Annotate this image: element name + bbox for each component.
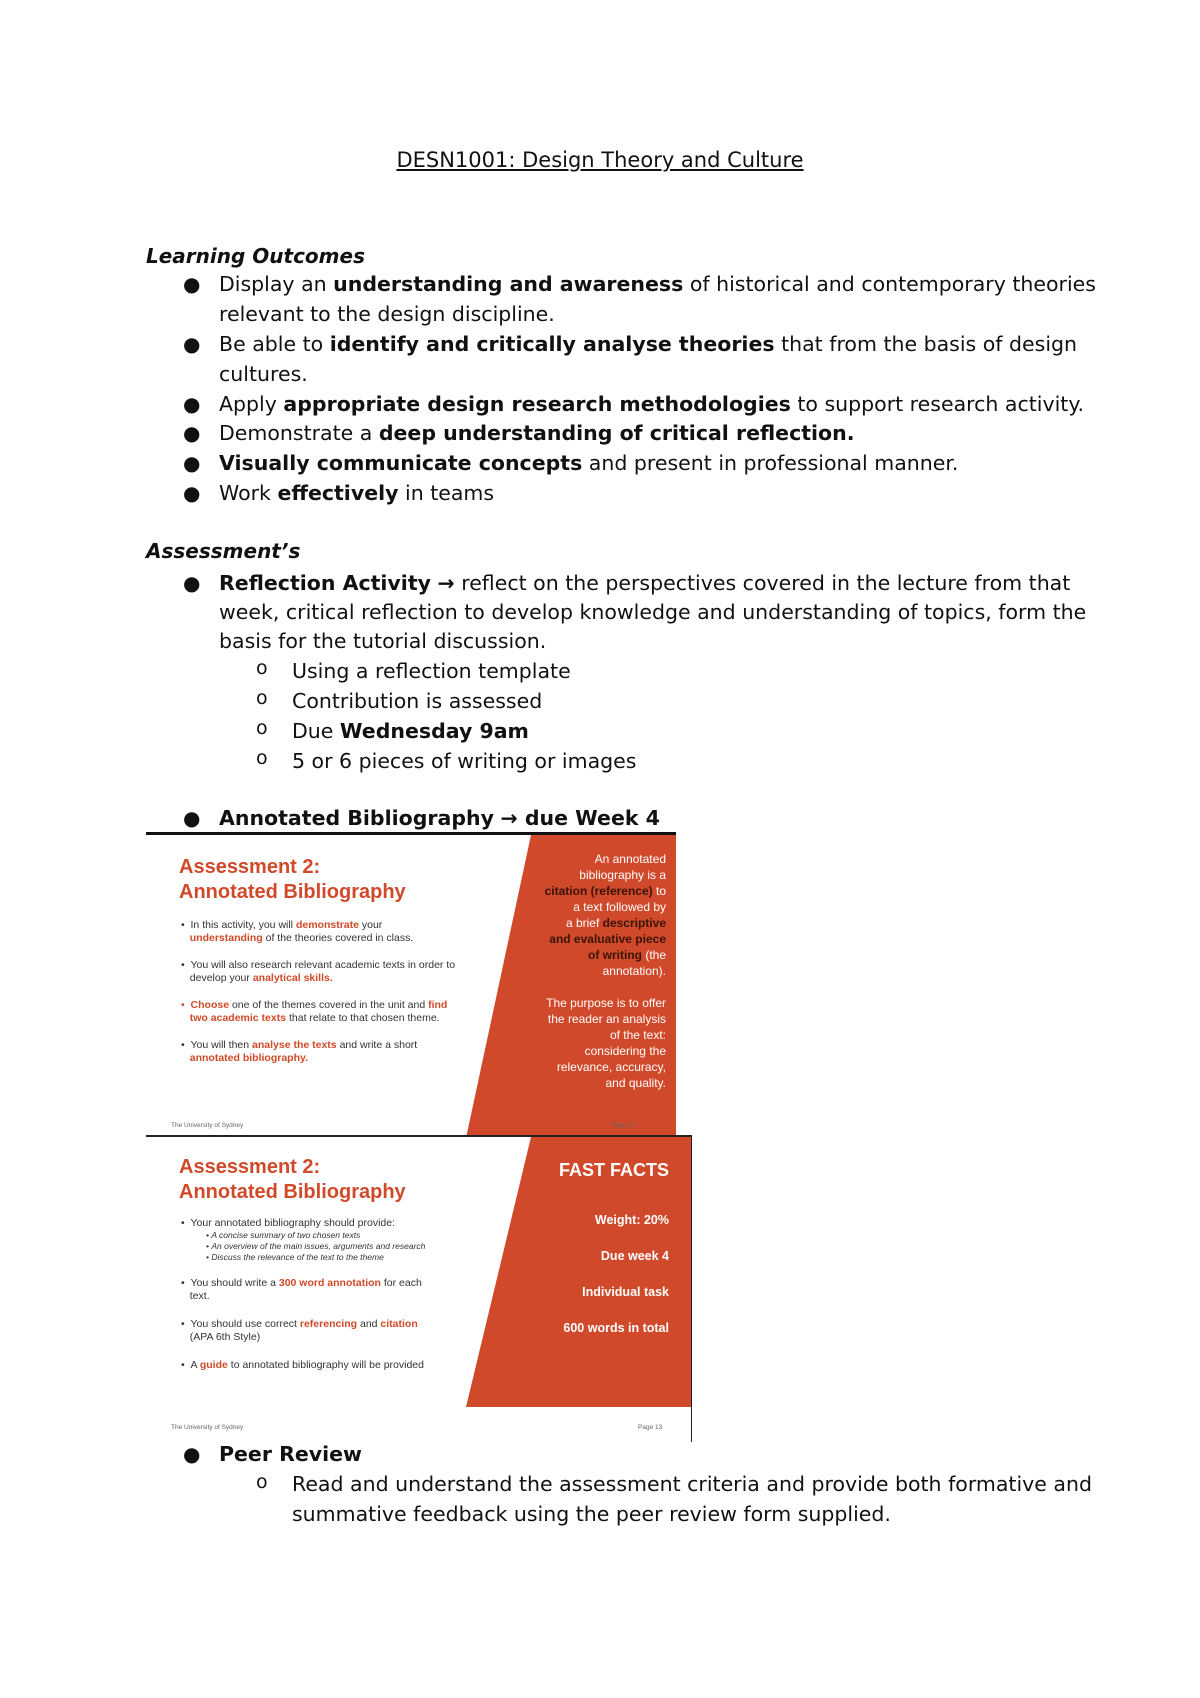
reflection-sub-4: 5 or 6 pieces of writing or images [292,749,637,773]
document-title: DESN1001: Design Theory and Culture [396,148,804,172]
reflection-activity-line2: week, critical reflection to develop knowledge and understanding of topics, form the [219,600,1087,624]
slide-footer-left: The University of Sydney [171,1424,244,1431]
bullet-icon: ● [183,1442,201,1466]
bullet-icon: ● [183,421,201,445]
slide-footer-right: Page 12 [611,1122,636,1129]
reflection-activity-line3: basis for the tutorial discussion. [219,629,547,653]
reflection-activity-line1: Reflection Activity → reflect on the perspectives covered in the lecture from that [219,571,1071,595]
outcome-4: Demonstrate a deep understanding of critical reflection. [219,421,855,445]
circle-bullet-icon: o [256,1471,268,1493]
reflection-sub-2: Contribution is assessed [292,689,543,713]
slide-title-line1: Assessment 2: [179,856,321,878]
arrow-right-icon: → [437,571,455,595]
arrow-right-icon: → [500,806,518,830]
circle-bullet-icon: o [256,717,268,739]
bullet-icon: ● [183,571,201,595]
slide-item-3: • Choose one of the themes covered in the unit and find two academic texts that relate to that chosen theme. [181,999,448,1024]
learning-outcomes-heading: Learning Outcomes [146,244,365,268]
slide-item-2: • You will also research relevant academic texts in order to develop your analytical skills. [181,959,456,984]
slide-item-2: • You should write a 300 word annotation for each text. [181,1277,422,1302]
outcome-5: Visually communicate concepts and present in professional manner. [219,451,959,475]
slide-item-1: • Your annotated bibliography should provide: [181,1217,396,1229]
slide-item-4: • A guide to annotated bibliography will be provided [181,1359,424,1371]
circle-bullet-icon: o [256,657,268,679]
bullet-icon: ● [183,272,201,296]
slide-footer-left: The University of Sydney [171,1122,244,1129]
circle-bullet-icon: o [256,687,268,709]
fast-fact-2: Due week 4 [600,1249,669,1263]
slide-item-3: • You should use correct referencing and citation (APA 6th Style) [181,1318,418,1343]
bullet-icon: ● [183,481,201,505]
assessments-heading: Assessment’s [146,539,301,563]
circle-bullet-icon: o [256,747,268,769]
fast-fact-1: Weight: 20% [594,1213,669,1227]
slide-footer-right: Page 13 [638,1424,663,1431]
outcome-2: Be able to identify and critically analyse theories that from the basis of design [219,332,1078,356]
fast-fact-3: Individual task [582,1285,669,1299]
slide-panel-text: An annotated bibliography is a citation (reference) to a text followed by a brief descriptive and evaluative piece of writing (the annotation). The purpose is to offer the reader an analysis of the text: considering the relevance, accuracy, and quality. [544,852,666,1090]
slide-annotated-bibliography-2 [146,1135,692,1442]
peer-review-item: Peer Review [219,1442,362,1466]
peer-review-sub-line1: Read and understand the assessment criteria and provide both formative and [292,1472,1092,1496]
outcome-1: Display an understanding and awareness of historical and contemporary theories [219,272,1096,296]
slide-title-line1: Assessment 2: [179,1156,321,1178]
slide-subitems: • A concise summary of two chosen texts • An overview of the main issues, arguments and research • Discuss the relevance of the text to the theme [206,1230,426,1262]
annotated-bibliography-item: Annotated Bibliography → due Week 4 [219,806,660,830]
slide-annotated-bibliography-1 [146,832,676,1139]
peer-review-sub-line2: summative feedback using the peer review form supplied. [292,1502,891,1526]
fast-fact-4: 600 words in total [563,1321,669,1335]
fast-facts-title: FAST FACTS [558,1160,669,1180]
bullet-icon: ● [183,392,201,416]
bullet-icon: ● [183,451,201,475]
bullet-icon: ● [183,332,201,356]
reflection-sub-3: Due Wednesday 9am [292,719,529,743]
bullet-icon: ● [183,806,201,830]
outcome-6: Work effectively in teams [219,481,495,505]
slide-item-4: • You will then analyse the texts and write a short annotated bibliography. [181,1039,418,1064]
slide-title-line2: Annotated Bibliography [179,881,406,903]
outcome-3: Apply appropriate design research methodologies to support research activity. [219,392,1085,416]
reflection-sub-1: Using a reflection template [292,659,571,683]
outcome-2-cont: cultures. [219,362,308,386]
slide-item-1: • In this activity, you will demonstrate your understanding of the theories covered in class. [181,919,414,944]
slide-title-line2: Annotated Bibliography [179,1181,406,1203]
outcome-1-cont: relevant to the design discipline. [219,302,555,326]
